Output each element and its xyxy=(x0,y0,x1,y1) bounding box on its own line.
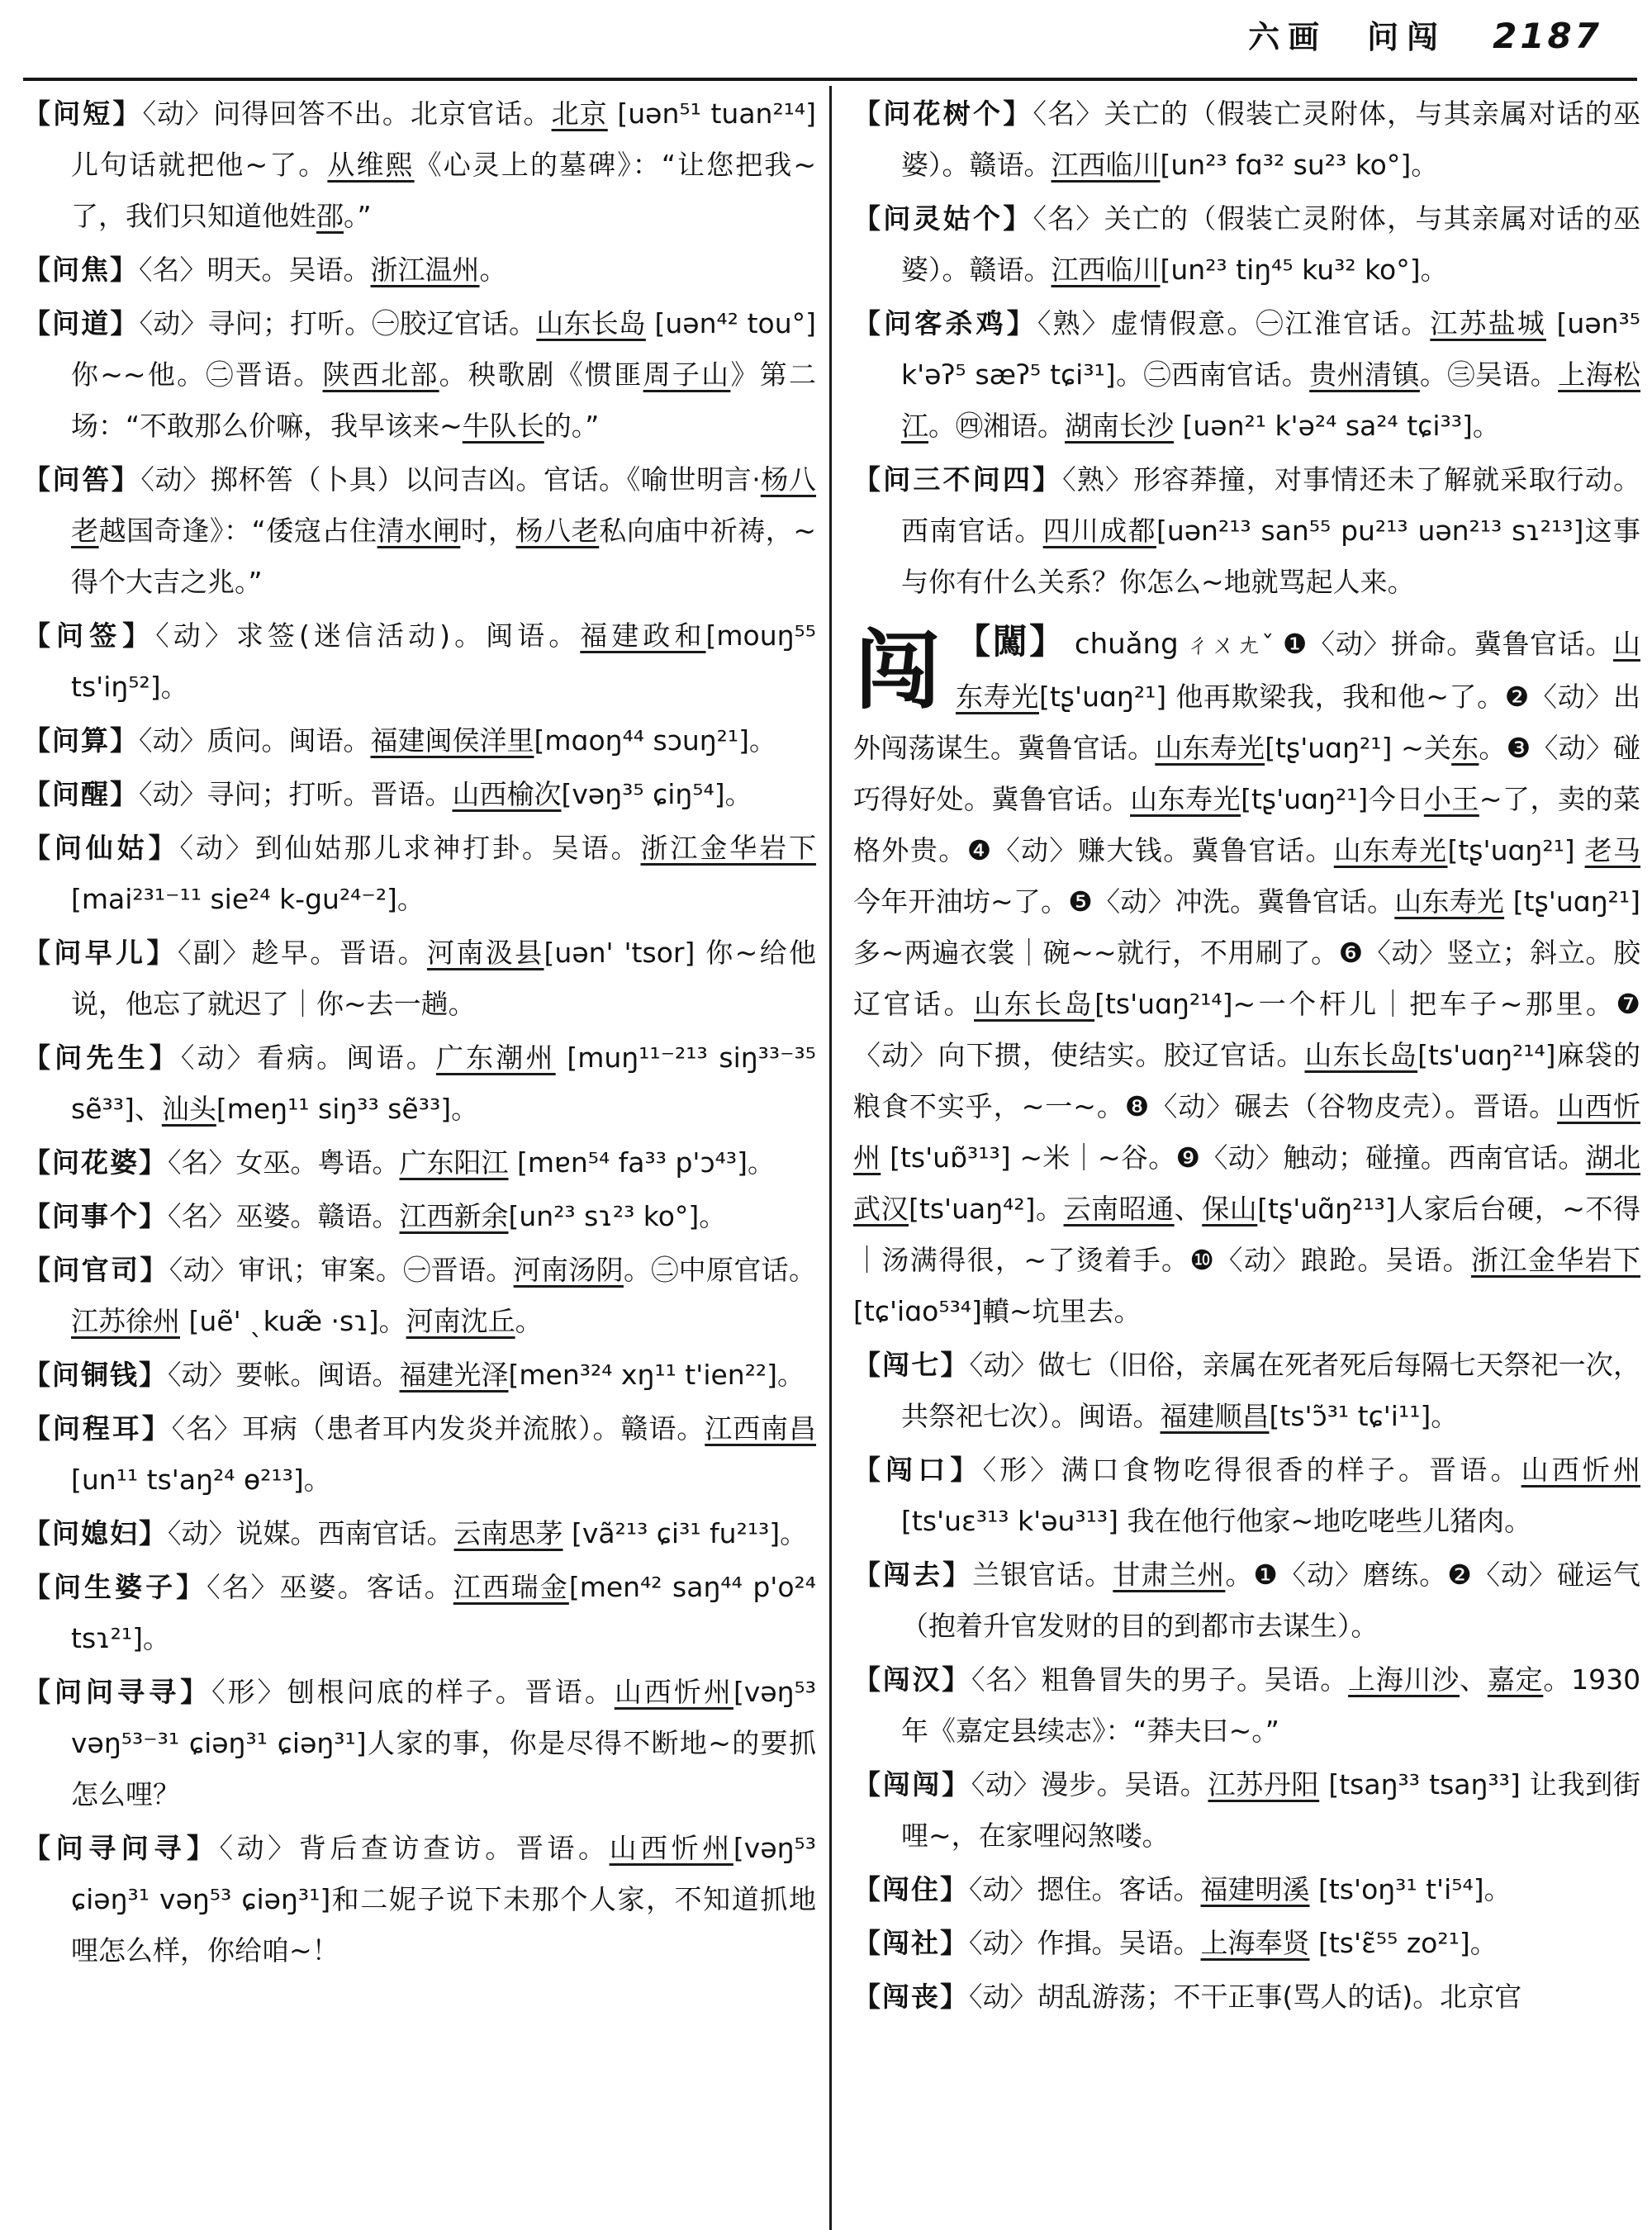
place-name: 江苏丹阳 xyxy=(1208,1768,1320,1801)
stroke-section-label: 六画 xyxy=(1248,19,1328,55)
place-name: 江西新余 xyxy=(399,1200,509,1232)
place-name: 江苏盐城 xyxy=(1430,307,1546,339)
dictionary-entry: 【闯口】〈形〉满口食物吃得很香的样子。晋语。山西忻州 [ts'uɛ³¹³ k'əu³¹³] 我在他行他家~地吃咾些儿猪肉。 xyxy=(853,1454,1641,1537)
place-name: 北京 xyxy=(551,97,608,130)
place-name: 山东寿光 xyxy=(1333,834,1448,866)
entry-headword: 【问客杀鸡】 xyxy=(853,307,1037,339)
place-name: 周子山 xyxy=(643,358,731,391)
place-name: 山东长岛 xyxy=(536,307,646,339)
place-name: 甘肃兰州 xyxy=(1113,1559,1226,1591)
place-name: 保山 xyxy=(1202,1193,1258,1225)
page-number: 2187 xyxy=(1493,16,1602,56)
headword-entry: 闯 【闖】 chuǎng ㄔㄨㄤˇ ❶〈动〉拼命。冀鲁官话。山东寿光[tʂ'uɑŋ²¹] 他再欺梁我，我和他~了。❷〈动〉出外闯荡谋生。冀鲁官话。山东寿光[tʂ'uɑŋ²¹] ~关东。❸〈动〉碰巧得好处。冀鲁官话。山东寿光[tʂ'uɑŋ²¹]今日小王~了，卖的菜格外贵。❹〈动〉赚大钱。冀鲁官话。山东寿光[tʂ'uɑŋ²¹] 老马今年开油坊~了。❺〈动〉冲洗。冀鲁官话。山东寿光 [tʂ'uɑŋ²¹] 多~两遍衣裳｜碗~~就行，不用刷了。❻〈动〉竖立；斜立。胶辽官话。山东长岛[ts'uɑŋ²¹⁴]~一个杆儿｜把车子~那里。❼〈动〉向下掼，使结实。胶辽官话。山东长岛[ts'uɑŋ²¹⁴]麻袋的粮食不实乎，~一~。❽〈动〉碾去（谷物皮壳）。晋语。山西忻州 [ts'uɒ̃³¹³] ~米｜~谷。❾〈动〉触动；碰撞。西南官话。湖北武汉[ts'uaŋ⁴²]。云南昭通、保山[tʂ'uɑ̃ŋ²¹³]人家后台硬，~不得｜汤满得很，~了烫着手。❿〈动〉踉跄。吴语。浙江金华岩下[tɕ'iɑo⁵³⁴]轒~坑里去。 xyxy=(853,616,1640,1337)
entry-headword: 【问程耳】 xyxy=(23,1412,172,1445)
zhuyin-reading: ㄔㄨㄤˇ xyxy=(1184,631,1275,660)
dictionary-entry: 【问仙姑】〈动〉到仙姑那儿求神打卦。吴语。浙江金华岩下[mai²³¹⁻¹¹ sie²⁴ k-gu²⁴⁻²]。 xyxy=(23,832,817,915)
entry-headword: 【问媳妇】 xyxy=(23,1517,168,1549)
dictionary-entry: 【闯社】〈动〉作揖。吴语。上海奉贤 [ts'ɛ̃⁵⁵ zo²¹]。 xyxy=(853,1927,1498,1959)
place-name: 广东阳江 xyxy=(399,1146,509,1179)
entry-headword: 【问寻问寻】 xyxy=(23,1832,220,1864)
entry-headword: 【问短】 xyxy=(23,97,143,130)
place-name: 福建光泽 xyxy=(399,1359,509,1391)
entry-headword: 【问花树个】 xyxy=(853,97,1033,130)
dictionary-entry: 【闯汉】〈名〉粗鲁冒失的男子。吴语。上海川沙、嘉定。1930年《嘉定县续志》：“莽夫曰~。” xyxy=(853,1663,1641,1747)
headword-character: 闯 xyxy=(855,620,942,721)
place-name: 山西忻州 xyxy=(614,1676,733,1708)
left-column xyxy=(23,86,832,2230)
place-name: 湖南长沙 xyxy=(1065,410,1174,442)
place-name: 山西忻州 xyxy=(853,1090,1640,1174)
entry-headword: 【问筶】 xyxy=(23,463,141,496)
place-name: 浙江温州 xyxy=(370,254,480,286)
place-name: 云南思茅 xyxy=(453,1517,563,1549)
dictionary-entry: 【问早儿】〈副〉趁早。晋语。河南汲县[uən' 'tsor] 你~给他说，他忘了就迟了｜你~去一趟。 xyxy=(23,937,817,1020)
place-name: 陕西北部 xyxy=(322,358,439,391)
entry-headword: 【闯住】 xyxy=(853,1873,969,1905)
place-name: 四川成都 xyxy=(1042,515,1156,547)
dictionary-entry: 【问灵姑个】〈名〉关亡的（假装亡灵附体，与其亲属对话的巫婆）。赣语。江西临川[un²³ tiŋ⁴⁵ ku³² ko°]。 xyxy=(853,202,1641,286)
dictionary-entry: 【闯丧】〈动〉胡乱游荡；不干正事(骂人的话)。北京官 xyxy=(853,1981,1522,2013)
dictionary-entry: 【问客杀鸡】〈熟〉虚情假意。㊀江淮官话。江苏盐城 [uən³⁵ k'əʔ⁵ sæʔ⁵ tɕi³¹]。㊁西南官话。贵州清镇。㊂吴语。上海松江。㊃湘语。湖南长沙 [uən²¹ k'ə²⁴ sa²⁴ tɕi³³]。 xyxy=(853,307,1641,442)
place-name: 邵 xyxy=(316,200,344,232)
entry-headword: 【问三不问四】 xyxy=(853,463,1063,496)
place-name: 云南昭通 xyxy=(1063,1193,1175,1225)
place-name: 上海川沙 xyxy=(1348,1663,1460,1696)
entry-headword: 【问先生】 xyxy=(23,1041,181,1074)
entry-headword: 【闯社】 xyxy=(853,1927,969,1959)
place-name: 河南汤阴 xyxy=(513,1254,624,1286)
traditional-form: 【闖】 xyxy=(956,621,1066,662)
dictionary-entry: 【问媳妇】〈动〉说媒。西南官话。云南思茅 [vã²¹³ ɕi³¹ fu²¹³]。 xyxy=(23,1517,808,1549)
place-name: 山西榆次 xyxy=(452,778,562,810)
place-name: 河南汲县 xyxy=(426,937,544,969)
dictionary-entry: 【问签】〈动〉求签(迷信活动)。闽语。福建政和[mouŋ⁵⁵ ts'iŋ⁵²]。 xyxy=(23,619,817,703)
place-name: 广东潮州 xyxy=(435,1041,556,1074)
place-name: 山东寿光 xyxy=(1155,732,1265,764)
place-name: 湖北武汉 xyxy=(853,1141,1641,1225)
entry-headword: 【闯去】 xyxy=(853,1559,973,1591)
entry-headword: 【问生婆子】 xyxy=(23,1571,207,1603)
dictionary-entry: 【问先生】〈动〉看病。闽语。广东潮州 [muŋ¹¹⁻²¹³ siŋ³³⁻³⁵ sẽ³³]、汕头[meŋ¹¹ siŋ³³ sẽ³³]。 xyxy=(23,1041,817,1125)
entry-headword: 【问签】 xyxy=(23,619,156,652)
entry-headword: 【闯汉】 xyxy=(853,1663,972,1696)
dictionary-entry: 【问焦】〈名〉明天。吴语。浙江温州。 xyxy=(23,254,507,286)
dictionary-entry: 【问醒】〈动〉寻问；打听。晋语。山西榆次[vəŋ³⁵ ɕiŋ⁵⁴]。 xyxy=(23,778,752,810)
entry-headword: 【问道】 xyxy=(23,307,140,339)
text-columns xyxy=(23,86,1640,2230)
dictionary-entry: 【问寻问寻】〈动〉背后查访查访。晋语。山西忻州[vəŋ⁵³ ɕiəŋ³¹ vəŋ⁵³ ɕiəŋ³¹]和二妮子说下未那个人家，不知道抓地哩怎么样，你给咱~！ xyxy=(23,1832,817,1967)
dictionary-entry: 【闯去】兰银官话。甘肃兰州。❶〈动〉磨练。❷〈动〉碰运气（抱着升官发财的目的到都市去谋生）。 xyxy=(853,1559,1641,1642)
place-name: 老马 xyxy=(1584,834,1641,866)
entry-range-label: 问闯 xyxy=(1367,19,1447,55)
page-header xyxy=(0,12,1602,57)
place-name: 江西临川 xyxy=(1051,149,1161,181)
place-name: 嘉定 xyxy=(1487,1663,1544,1696)
entry-headword: 【问花婆】 xyxy=(23,1146,168,1179)
place-name: 江西南昌 xyxy=(705,1412,817,1445)
place-name: 福建闽侯洋里 xyxy=(370,724,534,757)
place-name: 江苏徐州 xyxy=(71,1305,180,1337)
dictionary-entry: 【闯七】〈动〉做七（旧俗，亲属在死者死后每隔七天祭祀一次，共祭祀七次）。闽语。福建顺昌[ts'ɔ̃³¹ tɕ'i¹¹]。 xyxy=(853,1349,1641,1432)
dictionary-entry: 【闯住】〈动〉摁住。客话。福建明溪 [ts'oŋ³¹ t'i⁵⁴]。 xyxy=(853,1873,1512,1905)
place-name: 杨八老 xyxy=(71,463,817,547)
place-name: 山东长岛 xyxy=(974,988,1095,1020)
place-name: 贵州清镇 xyxy=(1309,358,1420,391)
place-name: 山东寿光 xyxy=(956,628,1640,713)
entry-headword: 【闯丧】 xyxy=(853,1981,969,2013)
place-name: 浙江金华岩下 xyxy=(640,832,817,864)
entry-headword: 【闯口】 xyxy=(853,1454,983,1486)
dictionary-entry: 【闯闯】〈动〉漫步。吴语。江苏丹阳 [tsaŋ³³ tsaŋ³³] 让我到街哩~，在家哩闷煞喽。 xyxy=(853,1768,1640,1852)
entry-headword: 【问官司】 xyxy=(23,1254,169,1286)
entry-headword: 【问焦】 xyxy=(23,254,139,286)
place-name: 小王 xyxy=(1423,783,1479,815)
place-name: 河南沈丘 xyxy=(406,1305,515,1337)
place-name: 山东长岛 xyxy=(1304,1039,1418,1071)
place-name: 山东寿光 xyxy=(1130,783,1241,815)
dictionary-entry: 【问花树个】〈名〉关亡的（假装亡灵附体，与其亲属对话的巫婆）。赣语。江西临川[un²³ fɑ³² su²³ ko°]。 xyxy=(853,97,1641,181)
place-name: 从维熙 xyxy=(327,149,415,181)
place-name: 福建政和 xyxy=(580,619,706,652)
dictionary-entry: 【问筶】〈动〉掷杯筶（卜具）以问吉凶。官话。《喻世明言·杨八老越国奇逢》：“倭寇占住清水闸时，杨八老私向庙中祈祷，~得个大吉之兆。” xyxy=(23,463,817,598)
entry-headword: 【问仙姑】 xyxy=(23,832,180,864)
place-name: 东 xyxy=(1451,732,1479,764)
dictionary-entry: 【问铜钱】〈动〉要帐。闽语。福建光泽[men³²⁴ xŋ¹¹ t'ien²²]。 xyxy=(23,1359,805,1391)
place-name: 江西临川 xyxy=(1051,254,1161,286)
dictionary-entry: 【问生婆子】〈名〉巫婆。客话。江西瑞金[men⁴² saŋ⁴⁴ p'o²⁴ tsɿ²¹]。 xyxy=(23,1571,817,1654)
entry-headword: 【问灵姑个】 xyxy=(853,202,1033,235)
dictionary-entry: 【问花婆】〈名〉女巫。粤语。广东阳江 [mɐn⁵⁴ fa³³ p'ɔ⁴³]。 xyxy=(23,1146,775,1179)
dictionary-entry: 【问程耳】〈名〉耳病（患者耳内发炎并流脓）。赣语。江西南昌[un¹¹ ts'aŋ²⁴ ɵ²¹³]。 xyxy=(23,1412,817,1496)
entry-headword: 【问事个】 xyxy=(23,1200,168,1232)
entry-headword: 【问问寻寻】 xyxy=(23,1676,212,1708)
place-name: 江西瑞金 xyxy=(453,1571,569,1603)
entry-headword: 【问早儿】 xyxy=(23,937,178,969)
dictionary-entry: 【问官司】〈动〉审讯；审案。㊀晋语。河南汤阴。㊁中原官话。江苏徐州 [uẽ' ˎkuæ̃ ·sɿ]。河南沈丘。 xyxy=(23,1254,817,1337)
dictionary-entry: 【问问寻寻】〈形〉刨根问底的样子。晋语。山西忻州[vəŋ⁵³ vəŋ⁵³⁻³¹ ɕiəŋ³¹ ɕiəŋ³¹]人家的事，你是尽得不断地~的要抓怎么哩？ xyxy=(23,1676,817,1810)
entry-headword: 【问醒】 xyxy=(23,778,139,810)
header-section-range xyxy=(1248,12,1446,57)
place-name: 牛队长 xyxy=(462,410,544,442)
place-name: 汕头 xyxy=(161,1093,216,1125)
header-rule xyxy=(23,78,1637,81)
entry-headword: 【闯七】 xyxy=(853,1349,970,1381)
place-name: 山西忻州 xyxy=(609,1832,733,1864)
place-name: 福建顺昌 xyxy=(1160,1400,1270,1432)
dictionary-entry: 【问道】〈动〉寻问；打听。㊀胶辽官话。山东长岛 [uən⁴² tou°] 你~~他。㊁晋语。陕西北部。秧歌剧《惯匪周子山》第二场：“不敢那么价嘛，我早该来~牛队长的。” xyxy=(23,307,817,442)
dictionary-entry: 【问算】〈动〉质问。闽语。福建闽侯洋里[mɑoŋ⁴⁴ sɔuŋ²¹]。 xyxy=(23,724,777,757)
pinyin-reading: chuǎng xyxy=(1074,628,1179,661)
dictionary-entry: 【问短】〈动〉问得回答不出。北京官话。北京 [uən⁵¹ tuan²¹⁴]儿句话就把他~了。从维熙《心灵上的墓碑》：“让您把我~了，我们只知道他姓邵。” xyxy=(23,97,817,232)
dictionary-entry: 【问事个】〈名〉巫婆。赣语。江西新余[un²³ sɿ²³ ko°]。 xyxy=(23,1200,727,1232)
place-name: 福建明溪 xyxy=(1200,1873,1310,1905)
place-name: 上海松江 xyxy=(901,358,1641,442)
place-name: 山西忻州 xyxy=(1521,1454,1641,1486)
place-name: 山东寿光 xyxy=(1394,885,1505,918)
place-name: 杨八老 xyxy=(515,515,600,547)
place-name: 清水闸 xyxy=(377,515,461,547)
place-name: 浙江金华岩下 xyxy=(1471,1244,1641,1276)
right-column xyxy=(832,86,1640,2230)
place-name: 上海奉贤 xyxy=(1200,1927,1310,1959)
entry-headword: 【问铜钱】 xyxy=(23,1359,168,1391)
dictionary-entry: 【问三不问四】〈熟〉形容莽撞，对事情还未了解就采取行动。西南官话。四川成都[uən²¹³ san⁵⁵ pu²¹³ uən²¹³ sɿ²¹³]这事与你有什么关系？你怎么~地就骂起人来。 xyxy=(853,463,1641,598)
entry-headword: 【问算】 xyxy=(23,724,139,757)
entry-headword: 【闯闯】 xyxy=(853,1768,971,1801)
